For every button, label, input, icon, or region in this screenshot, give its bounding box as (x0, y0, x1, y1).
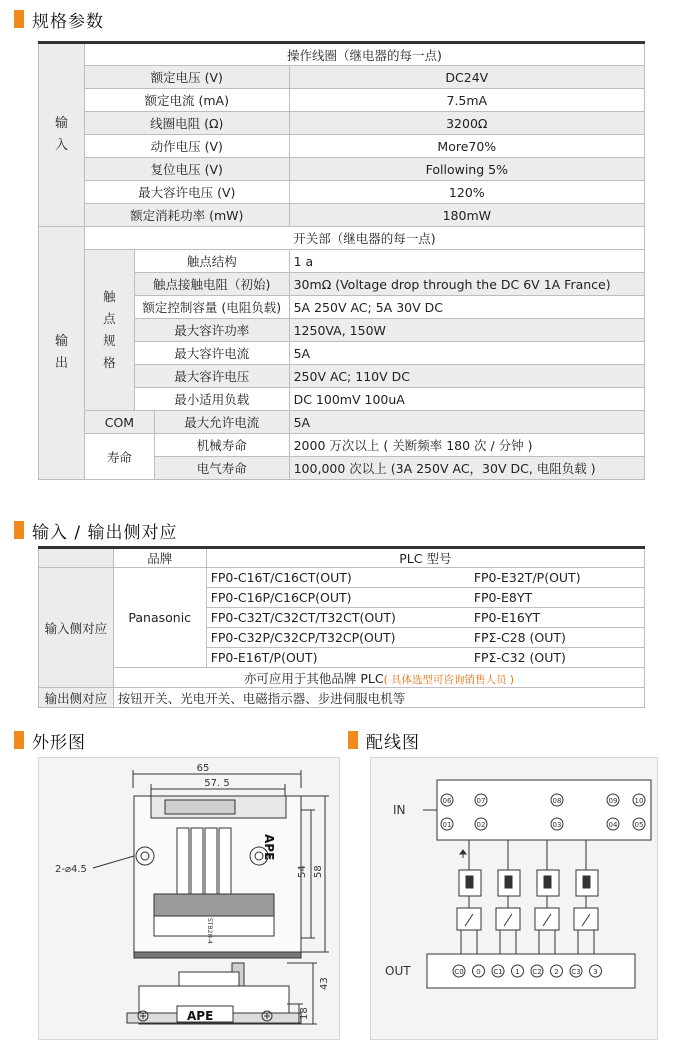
svg-text:3: 3 (593, 968, 598, 976)
spec-label: 电气寿命 (154, 457, 289, 480)
spec-value: 120% (289, 181, 644, 204)
svg-text:07: 07 (476, 797, 486, 805)
dim-58: 58 (313, 865, 324, 878)
spec-value: 5A (289, 411, 644, 434)
plc-model: FP0-E16YT (470, 608, 645, 628)
spec-value: 2000 万次以上 ( 关断频率 180 次 / 分钟 ) (289, 434, 644, 457)
in-terminal (633, 794, 645, 806)
plc-model: FP0-E8YT (470, 588, 645, 608)
spec-label: 机械寿命 (154, 434, 289, 457)
spec-value: 1 a (289, 250, 644, 273)
spec-label: 额定电流 (mA) (84, 89, 289, 112)
svg-text:02: 02 (476, 821, 486, 829)
plc-header: PLC 型号 (206, 548, 644, 568)
in-terminal (475, 818, 487, 830)
in-terminal (551, 818, 563, 830)
plc-model: FPΣ-C32 (OUT) (470, 648, 645, 668)
in-terminal (551, 794, 563, 806)
outline-drawing (39, 758, 341, 1041)
in-terminal (441, 818, 453, 830)
svg-text:C2: C2 (532, 968, 542, 976)
svg-text:C3: C3 (571, 968, 581, 976)
dim-54: 54 (297, 865, 308, 878)
io-section-heading (14, 519, 178, 541)
in-terminal (607, 818, 619, 830)
spec-label: 触点接触电阻（初始) (134, 273, 289, 296)
out-terminal (473, 965, 485, 977)
svg-text:03: 03 (552, 821, 562, 829)
svg-text:0: 0 (476, 968, 481, 976)
relay-channel (496, 840, 520, 954)
other-brand-hint: ( 具体选型可咨询销售人员 ) (383, 673, 514, 686)
svg-text:2: 2 (554, 968, 559, 976)
spec-value: DC24V (289, 66, 644, 89)
spec-value: 3200Ω (289, 112, 644, 135)
spec-value: 5A (289, 342, 644, 365)
spec-value: Following 5% (289, 158, 644, 181)
outline-drawing-panel (38, 757, 340, 1040)
plc-model: FP0-C16T/C16CT(OUT) (206, 568, 470, 588)
spec-value: DC 100mV 100uA (289, 388, 644, 411)
spec-table (38, 41, 645, 480)
section-marker (348, 731, 358, 749)
life-label: 寿命 (84, 434, 154, 480)
plc-model: FP0-C16P/C16CP(OUT) (206, 588, 470, 608)
in-terminal (607, 794, 619, 806)
contact-group-label: 触 点 规 格 (84, 250, 134, 411)
section-marker (14, 10, 24, 28)
io-section-title: 输入 / 输出侧对应 (32, 522, 178, 543)
out-terminal (512, 965, 524, 977)
dim-65: 65 (196, 763, 210, 774)
spec-value: 180mW (289, 204, 644, 227)
spec-value: 30mΩ (Voltage drop through the DC 6V 1A France) (289, 273, 644, 296)
relay-channel (535, 840, 559, 954)
section-marker (14, 521, 24, 539)
wiring-diagram (371, 758, 659, 1041)
out-terminal (570, 965, 582, 977)
wiring-section-heading (348, 729, 420, 751)
spec-label: 最小适用负载 (134, 388, 289, 411)
svg-text:04: 04 (608, 821, 618, 829)
svg-text:10: 10 (634, 797, 644, 805)
spec-label: 触点结构 (134, 250, 289, 273)
spec-label: 最大容许电流 (134, 342, 289, 365)
output-side-desc: 按钮开关、光电开关、电磁指示器、步进伺服电机等 (113, 688, 644, 708)
out-label: OUT (385, 964, 411, 978)
spec-label: 复位电压 (V) (84, 158, 289, 181)
relay-channel (574, 840, 598, 954)
spec-label: 最大容许电压 (134, 365, 289, 388)
svg-text:C0: C0 (454, 968, 464, 976)
svg-text:C1: C1 (493, 968, 503, 976)
plc-model: FP0-C32P/C32CP/T32CP(OUT) (206, 628, 470, 648)
spec-label: 最大容许电压 (V) (84, 181, 289, 204)
spec-label: 最大容许功率 (134, 319, 289, 342)
svg-text:06: 06 (442, 797, 452, 805)
input-group-label: 输 入 (39, 43, 85, 227)
svg-text:05: 05 (634, 821, 644, 829)
relay-channel (457, 840, 481, 954)
wiring-diagram-panel (370, 757, 658, 1040)
brand-name: Panasonic (113, 568, 206, 668)
plc-model: FPΣ-C28 (OUT) (470, 628, 645, 648)
in-terminal (633, 818, 645, 830)
spec-section-heading (14, 8, 104, 30)
spec-value: 5A 250V AC; 5A 30V DC (289, 296, 644, 319)
out-terminal (453, 965, 465, 977)
input-header: 操作线圈（继电器的每一点) (84, 43, 644, 66)
brand-header: 品牌 (113, 548, 206, 568)
spec-label: 线圈电阻 (Ω) (84, 112, 289, 135)
dim-43: 43 (319, 977, 330, 990)
in-terminal (475, 794, 487, 806)
spec-value: 1250VA, 150W (289, 319, 644, 342)
spec-label: 额定消耗功率 (mW) (84, 204, 289, 227)
section-marker (14, 731, 24, 749)
dim-57-5: 57. 5 (204, 778, 230, 789)
spec-value: 250V AC; 110V DC (289, 365, 644, 388)
brand-mark: APE (262, 834, 276, 861)
io-table (38, 546, 645, 708)
plc-model: FP0-E16T/P(OUT) (206, 648, 470, 668)
output-group-label: 输 出 (39, 227, 85, 480)
svg-text:01: 01 (442, 821, 452, 829)
in-label: IN (393, 803, 406, 817)
brand-mark-front: APE (187, 1009, 214, 1023)
in-terminal (441, 794, 453, 806)
out-terminal (531, 965, 543, 977)
svg-text:09: 09 (608, 797, 618, 805)
output-header: 开关部（继电器的每一点) (84, 227, 644, 250)
other-brand-text: 亦可应用于其他品牌 PLC (243, 670, 384, 686)
model-mark: STB2H-4 (206, 918, 213, 944)
svg-text:1: 1 (515, 968, 520, 976)
out-terminal (492, 965, 504, 977)
spec-section-title: 规格参数 (32, 11, 104, 32)
outline-section-heading (14, 729, 86, 751)
plc-model: FP0-E32T/P(OUT) (470, 568, 645, 588)
spec-value: 7.5mA (289, 89, 644, 112)
output-side-label: 输出侧对应 (39, 688, 114, 708)
spec-label: 额定控制容量 (电阻负载) (134, 296, 289, 319)
outline-section-title: 外形图 (32, 732, 86, 753)
other-brand-note (113, 668, 644, 688)
dim-hole: 2-⌀4.5 (55, 864, 87, 875)
spec-value: More70% (289, 135, 644, 158)
input-side-label: 输入侧对应 (39, 568, 114, 688)
svg-text:08: 08 (552, 797, 562, 805)
spec-label: 最大允许电流 (154, 411, 289, 434)
dim-18: 18 (299, 1007, 310, 1020)
spec-label: 动作电压 (V) (84, 135, 289, 158)
out-terminal (551, 965, 563, 977)
plc-model: FP0-C32T/C32CT/T32CT(OUT) (206, 608, 470, 628)
wiring-section-title: 配线图 (366, 732, 420, 753)
spec-label: 额定电压 (V) (84, 66, 289, 89)
out-terminal (590, 965, 602, 977)
spec-value: 100,000 次以上 (3A 250V AC，30V DC, 电阻负载 ) (289, 457, 644, 480)
com-label: COM (84, 411, 154, 434)
